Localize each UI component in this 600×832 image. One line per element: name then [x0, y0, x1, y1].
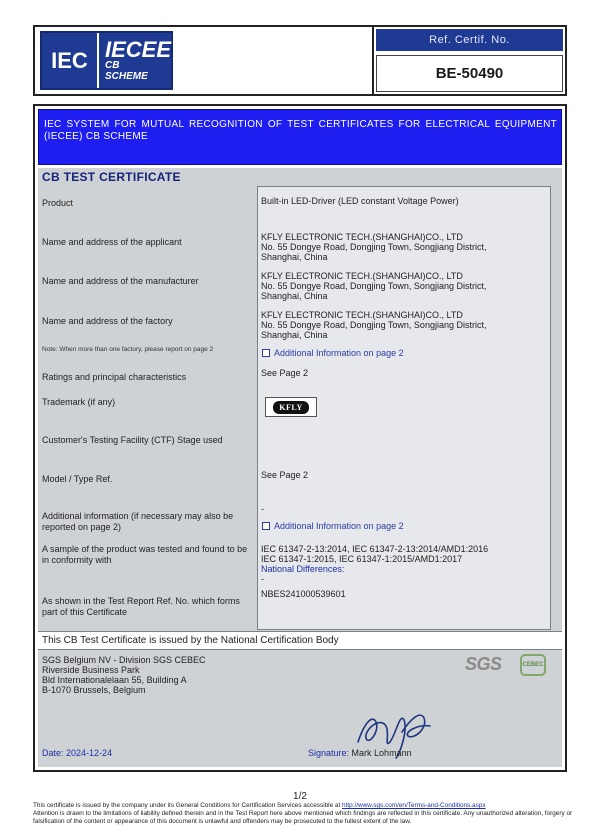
ref-certif-number: BE-50490: [376, 55, 563, 92]
ratings-value: See Page 2: [261, 368, 309, 378]
product-label: Product: [42, 198, 74, 208]
ratings-label: Ratings and principal characteristics: [42, 372, 187, 382]
certificate-body: [33, 104, 567, 772]
manufacturer-line-1: KFLY ELECTRONIC TECH.(SHANGHAI)CO., LTD: [261, 271, 463, 281]
manufacturer-label: Name and address of the manufacturer: [42, 276, 199, 286]
iecee-logo-text: IECEE: [104, 36, 171, 62]
manufacturer-line-2: No. 55 Dongye Road, Dongjing Town, Songjiang District,: [261, 281, 487, 291]
additional-info-checkbox-2[interactable]: [262, 521, 404, 531]
checkbox-icon[interactable]: [262, 522, 270, 530]
iecee-banner: IEC SYSTEM FOR MUTUAL RECOGNITION OF TEST CERTIFICATES FOR ELECTRICAL EQUIPMENT (IECEE) CB SCHEME: [38, 109, 562, 165]
sample-standards: [261, 544, 547, 584]
ncb-address-line-3: Bld Internationalelaan 55, Building A: [42, 675, 187, 685]
scheme-logo-text: SCHEME: [104, 70, 148, 82]
kfly-trademark-logo: [265, 397, 317, 417]
footer-disclaimer: [33, 802, 573, 826]
model-value: See Page 2: [261, 470, 309, 480]
applicant-line-1: KFLY ELECTRONIC TECH.(SHANGHAI)CO., LTD: [261, 232, 463, 242]
certificate-content: [38, 168, 562, 767]
manufacturer-value: [261, 271, 547, 301]
standard-line-2: IEC 61347-1:2015, IEC 61347-1:2015/AMD1:2017: [261, 554, 463, 564]
ctf-label: Customer's Testing Facility (CTF) Stage used: [42, 435, 223, 445]
national-differences-value: -: [261, 574, 264, 584]
additional-info-value: -: [261, 504, 264, 514]
kfly-logo-text: KFLY: [273, 401, 309, 414]
model-label: Model / Type Ref.: [42, 474, 113, 484]
applicant-line-3: Shanghai, China: [261, 252, 328, 262]
iec-logo-text: IEC: [42, 33, 99, 88]
national-differences-label: National Differences:: [261, 564, 345, 574]
ncb-address-line-1: SGS Belgium NV - Division SGS CEBEC: [42, 655, 206, 665]
issued-by-statement: This CB Test Certificate is issued by the National Certification Body: [38, 631, 562, 650]
iecee-cb-scheme-logo: [99, 33, 171, 88]
additional-info-label-1: Additional Information on page 2: [274, 348, 404, 358]
ncb-address-line-2: Riverside Business Park: [42, 665, 140, 675]
certificate-header: [33, 25, 567, 96]
page-number: 1/2: [293, 791, 307, 802]
additional-info-checkbox-1[interactable]: [262, 348, 404, 358]
ncb-address-line-4: B-1070 Brussels, Belgium: [42, 685, 146, 695]
sample-label: A sample of the product was tested and found to be in conformity with: [42, 544, 248, 565]
factory-value: [261, 310, 547, 340]
report-label: As shown in the Test Report Ref. No. which forms part of this Certificate: [42, 596, 240, 617]
factory-label: Name and address of the factory: [42, 316, 173, 326]
date-value: 2024-12-24: [66, 748, 113, 758]
cebec-logo: CEBEC: [520, 654, 546, 676]
signature-label: Signature:: [308, 748, 350, 758]
standard-line-1: IEC 61347-2-13:2014, IEC 61347-2-13:2014/AMD1:2016: [261, 544, 489, 554]
factory-note: Note: When more than one factory, please report on page 2: [42, 346, 214, 353]
additional-info-label-2: Additional Information on page 2: [274, 521, 404, 531]
footer-line-2: Attention is drawn to the limitations of liability defined therein and in the Test Report here above mentioned which findings are reflected in this certificate. Any unauthorized alteration, forgery or falsification of the content or appearance of this document is unlawful and offenders may be prosecuted to the fullest extent of the law.: [33, 810, 573, 825]
signatory-name: Mark Lohmann: [351, 748, 412, 758]
factory-line-3: Shanghai, China: [261, 330, 328, 340]
terms-link[interactable]: http://www.sgs.com/en/Terms-and-Conditions.aspx: [342, 802, 486, 809]
applicant-line-2: No. 55 Dongye Road, Dongjing Town, Songjiang District,: [261, 242, 487, 252]
factory-line-2: No. 55 Dongye Road, Dongjing Town, Songjiang District,: [261, 320, 487, 330]
applicant-label: Name and address of the applicant: [42, 237, 182, 247]
date-label: Date:: [42, 748, 64, 758]
additional-info-label: Additional information (if necessary may also be reported on page 2): [42, 511, 234, 532]
certificate-date: [42, 748, 112, 758]
cb-logo-text: CB: [104, 59, 120, 71]
iec-iecee-logo: [40, 31, 173, 90]
sgs-logo: SGS: [465, 654, 502, 674]
trademark-label: Trademark (if any): [42, 397, 116, 407]
ncb-address: [42, 655, 206, 695]
reference-box: [374, 27, 565, 94]
report-number: NBES241000539601: [261, 589, 346, 599]
factory-line-1: KFLY ELECTRONIC TECH.(SHANGHAI)CO., LTD: [261, 310, 463, 320]
ref-certif-label: Ref. Certif. No.: [376, 29, 563, 51]
footer-line-1: This certificate is issued by the company under its General Conditions for Certification Services accessible at: [33, 802, 343, 809]
certificate-title: CB TEST CERTIFICATE: [42, 170, 181, 184]
applicant-value: [261, 232, 547, 262]
checkbox-icon[interactable]: [262, 349, 270, 357]
product-value: Built-in LED-Driver (LED constant Voltage Power): [261, 196, 459, 206]
manufacturer-line-3: Shanghai, China: [261, 291, 328, 301]
logo-area: [35, 27, 374, 94]
signature-line: [308, 748, 412, 758]
